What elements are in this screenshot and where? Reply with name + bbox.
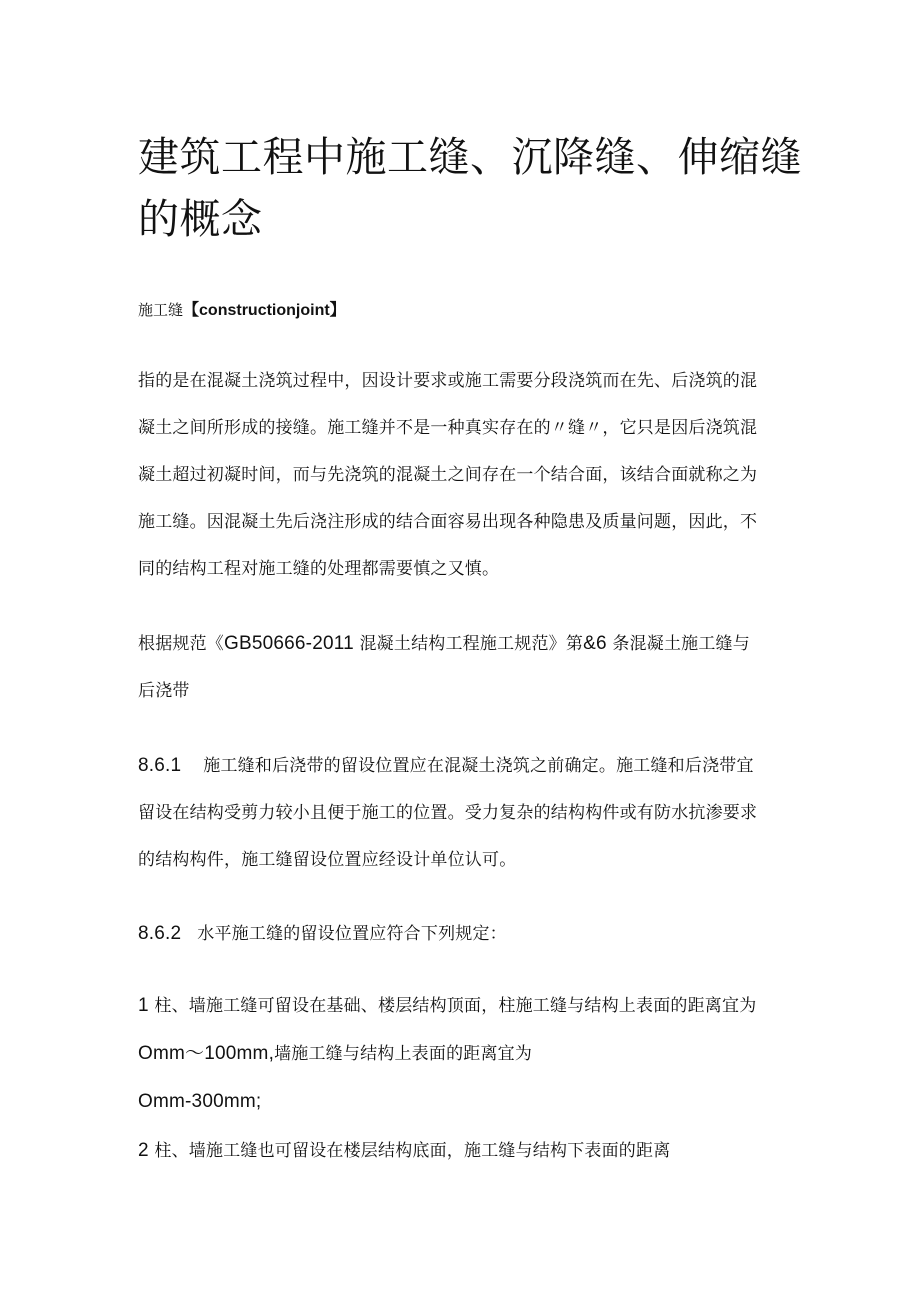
document-title (138, 126, 800, 250)
clause-8-6-1-line-2: 留设在结构受剪力较小且便于施工的位置。受力复杂的结构构件或有防水抗渗要求 (138, 803, 758, 823)
clause-number: 8.6.2 (138, 923, 182, 944)
item-number: 2 (138, 1140, 149, 1161)
item-text: 墙施工缝与结构上表面的距离宜为 (274, 1044, 533, 1064)
item-1 (138, 982, 800, 1126)
title-line-2: 的概念 (138, 195, 263, 243)
section-heading-construction-joint (138, 296, 346, 325)
reference-line-2: 后浇带 (138, 681, 190, 701)
item-2-line-1 (138, 1127, 800, 1175)
reference-line-1 (138, 620, 800, 668)
item-range: Omm-300mm; (138, 1091, 262, 1112)
section-heading-prefix: 施工缝 (138, 301, 184, 319)
definition-line: 凝土之间所形成的接缝。施工缝并不是一种真实存在的〃缝〃，它只是因后浇筑混 (138, 418, 758, 438)
item-text: 柱、墙施工缝可留设在基础、楼层结构顶面，柱施工缝与结构上表面的距离宜为 (154, 996, 757, 1016)
clause-8-6-2 (138, 910, 800, 958)
item-range: Omm～100mm, (138, 1043, 275, 1064)
definition-line: 指的是在混凝土浇筑过程中，因设计要求或施工需要分段浇筑而在先、后浇筑的混 (138, 371, 758, 391)
definition-line: 凝土超过初凝时间，而与先浇筑的混凝土之间存在一个结合面，该结合面就称之为 (138, 465, 758, 485)
item-1-line-3 (138, 1078, 800, 1126)
clause-number: 8.6.1 (138, 755, 182, 776)
clause-text: 水平施工缝的留设位置应符合下列规定： (197, 924, 507, 944)
document-page (138, 0, 800, 1301)
definition-line: 施工缝。因混凝土先后浇注形成的结合面容易出现各种隐患及质量问题，因此，不 (138, 512, 758, 532)
clause-8-6-1-line-1 (138, 742, 800, 790)
reference-standard-code: GB50666-2011 (224, 633, 354, 654)
definition-line: 同的结构工程对施工缝的处理都需要慎之又慎。 (138, 559, 500, 579)
item-1-line-2 (138, 1030, 800, 1078)
clause-8-6-1 (138, 742, 800, 884)
reference-section-number: &6 (583, 633, 607, 654)
item-text: 柱、墙施工缝也可留设在楼层结构底面，施工缝与结构下表面的距离 (154, 1141, 671, 1161)
reference-text-c: 条混凝土施工缝与 (606, 634, 750, 654)
item-number: 1 (138, 995, 149, 1016)
title-line-1: 建筑工程中施工缝、沉降缝、伸缩缝 (138, 133, 802, 181)
section-heading-english: 【constructionjoint】 (183, 302, 346, 319)
reference-paragraph (138, 620, 800, 715)
reference-text-b: 混凝土结构工程施工规范》第 (353, 634, 584, 654)
definition-paragraph (138, 358, 800, 593)
item-1-line-1 (138, 982, 800, 1030)
reference-text-a: 根据规范《 (138, 634, 224, 654)
clause-8-6-1-line-3: 的结构构件，施工缝留设位置应经设计单位认可。 (138, 850, 517, 870)
item-2 (138, 1127, 800, 1175)
clause-text: 施工缝和后浇带的留设位置应在混凝土浇筑之前确定。施工缝和后浇带宜 (203, 756, 754, 776)
